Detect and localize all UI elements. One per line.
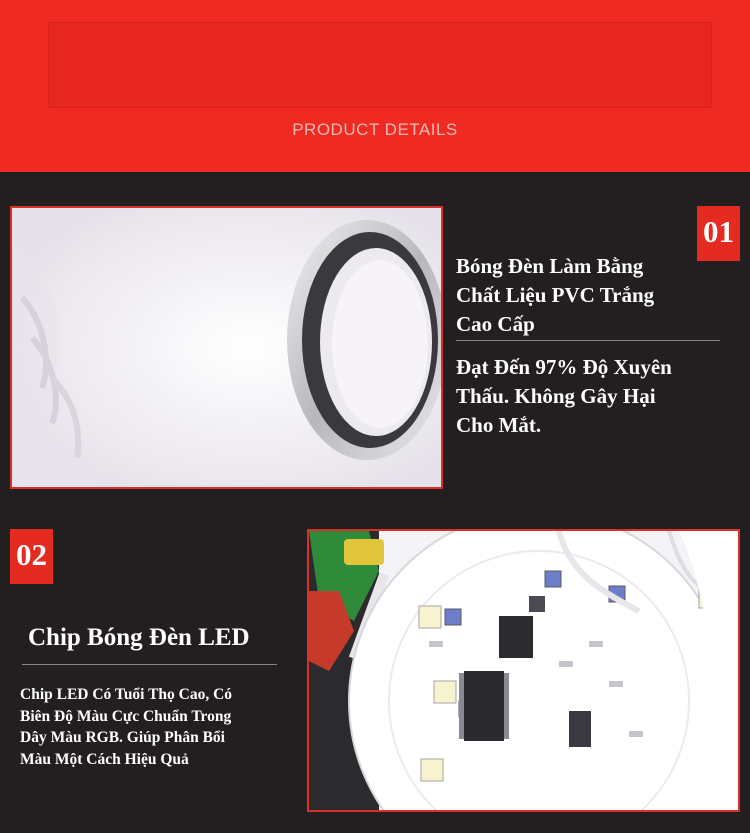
feature1-body bbox=[456, 353, 726, 440]
feature1-body-line: Thấu. Không Gây Hại bbox=[456, 384, 656, 408]
header-banner bbox=[0, 0, 750, 172]
feature1-body-line: Cho Mắt. bbox=[456, 413, 542, 437]
feature2-heading: Chip Bóng Đèn LED bbox=[28, 624, 250, 651]
feature1-heading bbox=[456, 252, 726, 339]
feature1-divider bbox=[456, 340, 720, 341]
feature2-body-line: Màu Một Cách Hiệu Quả bbox=[20, 750, 189, 768]
feature-number-badge: 01 bbox=[697, 206, 740, 261]
feature1-heading-line: Bóng Đèn Làm Bằng bbox=[456, 254, 644, 278]
feature-number-badge: 02 bbox=[10, 529, 53, 584]
feature2-body bbox=[20, 684, 300, 770]
feature2-body-line: Biên Độ Màu Cực Chuẩn Trong bbox=[20, 707, 232, 725]
feature1-heading-line: Cao Cấp bbox=[456, 312, 535, 336]
header-inner-panel bbox=[48, 22, 712, 108]
feature2-body-line: Dây Màu RGB. Giúp Phân Bổi bbox=[20, 729, 225, 746]
feature2-divider bbox=[22, 664, 277, 665]
feature1-heading-line: Chất Liệu PVC Trắng bbox=[456, 283, 655, 307]
feature2-body-line: Chip LED Có Tuổi Thọ Cao, Có bbox=[20, 686, 233, 703]
led-chip-board-photo bbox=[307, 529, 740, 812]
feature1-body-line: Đạt Đến 97% Độ Xuyên bbox=[456, 355, 672, 379]
bulb-speaker-photo bbox=[10, 206, 443, 489]
section-title: PRODUCT DETAILS bbox=[292, 120, 458, 139]
